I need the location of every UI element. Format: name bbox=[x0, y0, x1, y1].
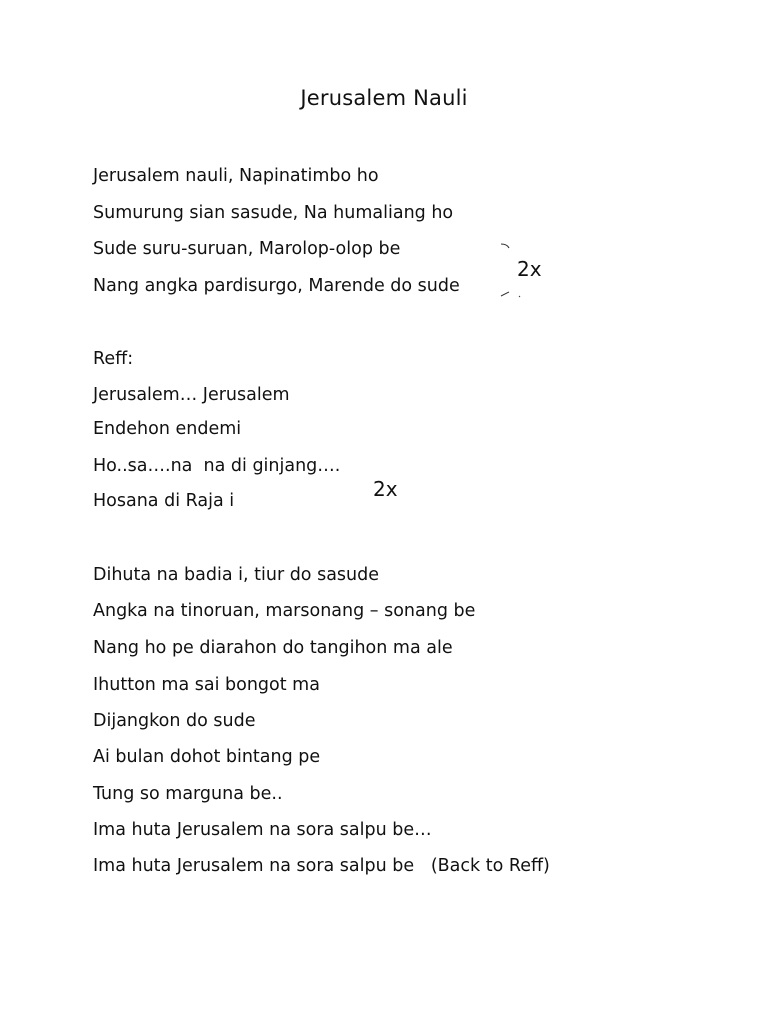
verse1-line-3: Sude suru-suruan, Marolop-olop be bbox=[93, 239, 401, 259]
verse2-line-4: Ihutton ma sai bongot ma bbox=[93, 675, 320, 695]
verse2-line-5: Dijangkon do sude bbox=[93, 711, 256, 731]
reff-repeat-mark: 2x bbox=[373, 477, 398, 501]
verse2-line-2: Angka na tinoruan, marsonang – sonang be bbox=[93, 601, 476, 621]
verse2-line-8: Ima huta Jerusalem na sora salpu be… bbox=[93, 820, 432, 840]
verse2-line-9: Ima huta Jerusalem na sora salpu be (Back to Reff) bbox=[93, 856, 550, 876]
reff-label: Reff: bbox=[93, 349, 134, 369]
verse1-line-1: Jerusalem nauli, Napinatimbo ho bbox=[93, 166, 379, 186]
song-title: Jerusalem Nauli bbox=[300, 86, 468, 110]
reff-line-2: Endehon endemi bbox=[93, 419, 242, 439]
verse2-line-6: Ai bulan dohot bintang pe bbox=[93, 747, 321, 767]
verse2-line-7: Tung so marguna be.. bbox=[93, 784, 283, 804]
verse2-line-3: Nang ho pe diarahon do tangihon ma ale bbox=[93, 638, 453, 658]
reff-line-3: Ho..sa….na na di ginjang…. bbox=[93, 456, 341, 476]
reff-line-4: Hosana di Raja i bbox=[93, 491, 235, 511]
verse2-line-1: Dihuta na badia i, tiur do sasude bbox=[93, 565, 379, 585]
verse1-repeat-mark: 2x bbox=[517, 257, 542, 281]
verse1-line-4: Nang angka pardisurgo, Marende do sude bbox=[93, 276, 460, 296]
verse1-line-2: Sumurung sian sasude, Na humaliang ho bbox=[93, 203, 454, 223]
reff-line-1: Jerusalem… Jerusalem bbox=[93, 385, 290, 405]
